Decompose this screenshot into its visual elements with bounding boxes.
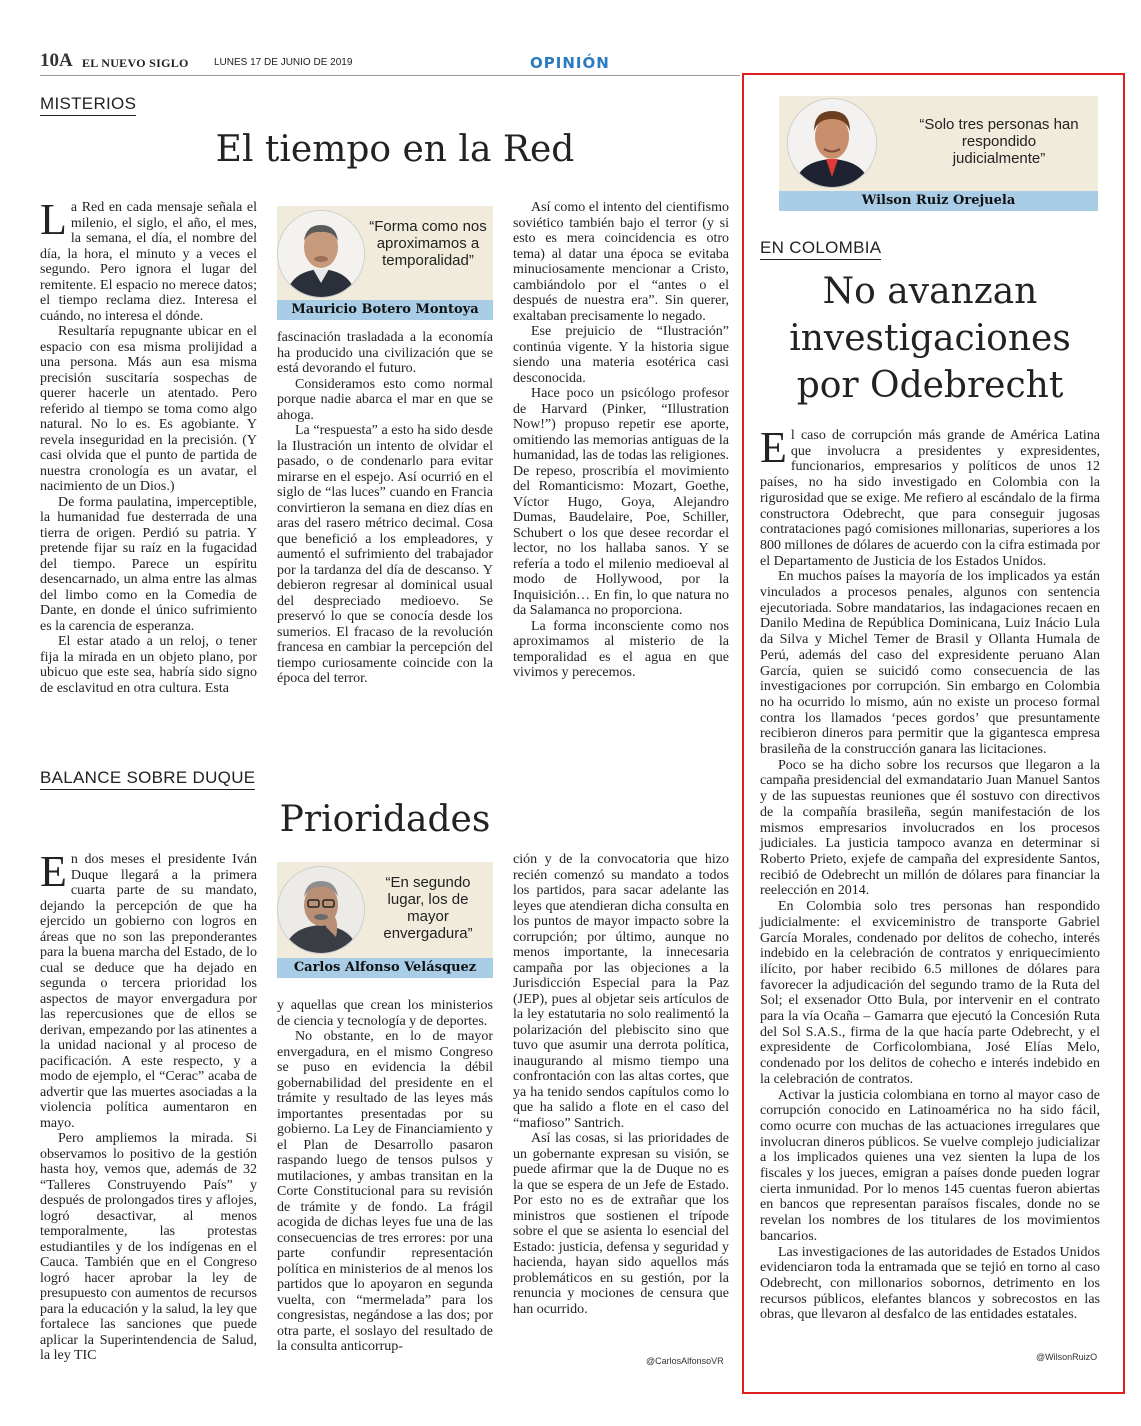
author-portrait	[787, 98, 877, 188]
pull-quote: “En segundo lugar, los de mayor envergadura”	[383, 874, 473, 942]
article3-paragraph: Activar la justicia colombiana en torno al mayor caso de corrupción conocido en Latinoamérica no ha sido fácil, como ocurre con muchas de las actuaciones irregulares que involucran dineros públicos. Se vuelve complejo judicializar a los implicados quienes una vez sienten la lupa de los fiscales y los jueces, emigran a países donde pueden lograr cierta inmunidad. Por lo menos 145 cuentas fueron abiertas en bancos que representan paraísos fiscales, donde no se revelan los nombres de los titulares de los movimientos bancarios.	[760, 1087, 1100, 1244]
dropcap: E	[760, 423, 787, 472]
article2-paragraph: ción y de la convocatoria que hizo recién comenzó su mandato a todos los partidos, para sacar adelante las leyes que atendieran dicha consulta en los puntos de mayor impacto sobre la corrupción; por último, aunque no menos importante, la innecesaria campaña por las objeciones a la Jurisdicción Especial para la Paz (JEP), pues al objetar seis artículos de la ley estatutaria no solo realimentó la polarización del plebiscito sino que tuvo que asumir una derrota política, inaugurando al mismo tiempo una confrontación con las altas cortes, que ya ha tenido sendos capítulos como lo que ha salido a flote en el caso del “mafioso” Santrich.	[513, 852, 729, 1131]
article2-column-2	[277, 998, 493, 1355]
article3-paragraph: Poco se ha dicho sobre los recursos que llegaron a la campaña presidencial del exmandatario Juan Manuel Santos y de las supuestas reuniones que él sostuvo con directivos de la compañía brasileña, según manifestación de los mismos empresarios involucrados en los procesos judiciales. La justicia tampoco avanza en determinar si Roberto Prieto, exjefe de campaña del expresidente Santos, recibió de Odebrecht un millón de dólares para financiar la reelección en 2014.	[760, 757, 1100, 899]
article2-paragraph: No obstante, en lo de mayor envergadura, en el mismo Congreso se puso en evidencia la débil gobernabilidad del presidente en el trámite y resultado de las leyes más importantes presentadas por su gobierno. La Ley de Financiamiento y el Plan de Desarrollo pasaron raspando luego de tensos pulsos y mutilaciones, y ambas transitan en la Corte Constitucional para su revisión de trámite y de fondo. La frágil acogida de dichas leyes fue una de las consecuencias de tres errores: por una parte confundir representación política en ministerios de al menos los partidos que lo apoyaron en segunda vuelta, con “mermelada” para los congresistas, negándose a las dos; por otra parte, el soslayo del resultado de la consulta anticorrup-	[277, 1029, 493, 1354]
article1-column-3	[513, 200, 729, 681]
article1-paragraph: De forma paulatina, imperceptible, la humanidad fue desterrada de una tierra de origen. Perdió su patria. Y pretende fijar su raíz en la fugacidad del tiempo. Parece un espíritu desencarnado, un alma entre las almas del limbo como en la Comedia de Dante, en donde el único sufrimiento es la carencia de esperanza.	[40, 494, 257, 634]
author-handle: @WilsonRuizO	[1036, 1352, 1098, 1362]
article3-body	[760, 423, 1100, 1323]
author-name: Mauricio Botero Montoya	[277, 300, 493, 320]
article3-title-line: investigaciones	[789, 318, 1071, 359]
section-name: OPINIÓN	[530, 54, 610, 72]
issue-date: LUNES 17 DE JUNIO DE 2019	[214, 57, 353, 68]
article1-paragraph: La Red en cada mensaje señala el milenio, el siglo, el año, el mes, la semana, el día, el nombre del día, la hora, el minuto y a veces el segundo. Pero ignora el lugar del remitente. El espacio no merece datos; el tiempo reclama diez. Interesa el cuándo, no interesa el dónde.	[40, 195, 257, 324]
article1-paragraph: El estar atado a un reloj, o tener fija la mirada en un objeto plano, por ubicuo que este sea, habría sido signo de esclavitud en otra cultura. Esta	[40, 634, 257, 696]
pull-quote: “Forma como nos aproximamos a temporalidad”	[369, 218, 487, 269]
article3-title-line: No avanzan	[822, 271, 1038, 312]
article1-quote-box	[277, 206, 493, 320]
article1-paragraph: Así como el intento del cientifismo soviético también bajo el terror (y si esto es mera coincidencia es otro tema) al datar una época se evitaba minuciosamente mencionar a Cristo, cambiándolo por el “antes o el después de nuestra era”. Sin querer, exaltaban precisamente lo negado.	[513, 200, 729, 324]
article1-section-tag: MISTERIOS	[40, 94, 136, 116]
page-number: 10A	[40, 50, 73, 71]
article1-paragraph: Resultaría repugnante ubicar en el espacio con esa misma prolijidad a una persona. Más aun esa misma precisión suscitaría sospechas de querer hacerle un atentado. Pero referido al tiempo se toma como algo natural. No lo es. Es agobiante. Y revela inseguridad en la precisión. (Y casi olvida que el punto de partida de nuestra cronología es un avatar, el nacimiento de un Dios.)	[40, 324, 257, 494]
dropcap: E	[40, 847, 67, 896]
paper-name: EL NUEVO SIGLO	[82, 56, 189, 70]
article1-title: El tiempo en la Red	[215, 129, 575, 170]
article1-paragraph: Hace poco un psicólogo profesor de Harvard (Pinker, “Illustration Now!”) propuso repetir ese aporte, omitiendo las memorias antiguas de la humanidad, las de todas las religiones. De repeso, proscribía el movimiento del Romanticismo: Mozart, Goethe, Víctor Hugo, Goya, Alejandro Dumas, Baudelaire, Poe, Schiller, Schubert o los que desee recordar el lector, no los hallaba sanos. Y se refería a todo el milenio medioeval al modo de Hollywood, por la Inquisición… En fin, lo que natura no da Salamanca no proporciona.	[513, 386, 729, 618]
article2-paragraph: y aquellas que crean los ministerios de ciencia y tecnología y de deportes.	[277, 998, 493, 1029]
article3-paragraph: Las investigaciones de las autoridades de Estados Unidos evidenciaron toda la entramada que se tejió en torno al caso Odebrecht, con millonarios sobornos, detrimento en los recursos públicos, elefantes blancos y sobrecostos en las obras, que llevaron al desfalco de las entidades estatales.	[760, 1244, 1100, 1323]
article2-paragraph: Pero ampliemos la mirada. Si observamos lo positivo de la gestión hasta hoy, vemos que, además de 32 “Talleres Construyendo País” y después de prolongados tires y aflojes, logró desactivar, al menos temporalmente, las protestas estudiantiles y de los indígenas en el Cauca. También que en el Congreso logró hacer aprobar la ley de presupuesto con aumentos de recursos para la educación y la salud, la ley que fortalece las sanciones que puede aplicar la Superintendencia de Salud, la ley TIC	[40, 1131, 257, 1363]
article2-title: Prioridades	[279, 799, 491, 840]
article2-paragraph: Así las cosas, si las prioridades de un gobernante expresan su visión, se puede afirmar que la de Duque no es la que se espera de un Jefe de Estado. Por esto no es de extrañar que los ministros que sostienen el trípode sobre el que se asienta lo esencial del Estado: justicia, defensa y seguridad y hacienda, hayan sido aquellos más problemáticos en su gestión, por la renuncia y mociones de censura que han ocurrido.	[513, 1131, 729, 1317]
author-name: Carlos Alfonso Velásquez	[277, 958, 493, 978]
article2-column-3	[513, 852, 729, 1317]
article1-paragraph: La forma inconsciente como nos aproximamos al misterio de la temporalidad es el agua en que vivimos y perecemos.	[513, 618, 729, 680]
article3-paragraph: El caso de corrupción más grande de América Latina que involucra a presidentes y expresidentes, funcionarios, empresarios y políticos de unos 12 países, no ha sido investigado en Colombia con la rigurosidad que se exige. Me refiero al escándalo de la firma constructora Odebrecht, que para conseguir jugosas contrataciones pagó comisiones millonarias, superiores a los 800 millones de dólares de acuerdo con la cifra estimada por el Departamento de Justicia de los Estados Unidos.	[760, 423, 1100, 569]
portrait-image	[278, 211, 364, 297]
author-portrait	[277, 210, 365, 298]
article2-column-1	[40, 847, 257, 1364]
article1-paragraph: fascinación trasladada a la economía ha producido una civilización que se está devorando el futuro.	[277, 330, 493, 376]
article1-paragraph: La “respuesta” a esto ha sido desde la Ilustración un intento de olvidar el pasado, o de condenarlo para evitar mirarse en el espejo. Así ocurrió en el siglo de “las luces” cuando en Francia convirtieron la semana en diez días en aras del rasero métrico decimal. Cosa que benefició a los empleadores, y aumentó el sufrimiento del trabajador por la tardanza del día de descanso. Y debieron regresar al dominical usual del despreciado medioevo. Se preservó lo que se conocía desde los sumerios. El fracaso de la revolución francesa en cambiar la percepción del tiempo curiosamente coincide con la época del terror.	[277, 423, 493, 686]
article2-paragraph: En dos meses el presidente Iván Duque llegará a la primera cuarta parte de su mandato, dejando la percepción de que ha ejercido un gobierno con logros en áreas que no son las preponderantes para la buena marcha del Estado, de lo cual se deduce que ha dejado en segunda o tercera prioridad los aspectos de mayor envergadura por las repercusiones que de ellos se derivan, empezando por las atinentes a la unidad nacional y al proceso de pacificación. A este respecto, y a modo de ejemplo, el “Cerac” acaba de advertir que las muertes asociadas a la violencia política aumentaron en mayo.	[40, 847, 257, 1131]
article1-paragraph: Ese prejuicio de “Ilustración” continúa vigente. Y la historia sigue siendo una materia esotérica casi desconocida.	[513, 324, 729, 386]
article2-quote-box	[277, 862, 493, 978]
masthead-rule	[40, 75, 740, 76]
author-name: Wilson Ruiz Orejuela	[779, 191, 1098, 211]
article1-paragraph: Consideramos esto como normal porque nadie abarca el mar en que se ahoga.	[277, 376, 493, 423]
article3-paragraph: En muchos países la mayoría de los implicados ya están vinculados a procesos penales, algunos con sentencia ejecutoriada. Sobre mandatarios, las indagaciones recaen en Danilo Medina de República Dominicana, Luiz Inácio Lula da Silva y Michel Temer de Brasil y Ollanta Humala de Perú, además del caso del expresidente peruano Alan García, quien se suicidó como consecuencia de las investigaciones por corrupción. Sin embargo en Colombia no ha ocurrido lo mismo, aún no existe un proceso formal contra los llamados ‘peces gordos’ que presuntamente recibieron dineros para permitir que la gigantesca empresa brasileña de la construcción ganara las licitaciones.	[760, 569, 1100, 758]
article2-section-tag: BALANCE SOBRE DUQUE	[40, 768, 255, 790]
article3-title-line: por Odebrecht	[796, 365, 1064, 406]
article3-title	[760, 268, 1100, 409]
portrait-image	[278, 867, 364, 953]
dropcap: L	[40, 195, 67, 244]
article3-quote-box	[779, 96, 1098, 211]
article1-column-2	[277, 330, 493, 687]
article3-section-tag: EN COLOMBIA	[760, 238, 881, 260]
article1-column-1	[40, 195, 257, 696]
portrait-image	[788, 99, 876, 187]
article3-paragraph: En Colombia solo tres personas han respondido judicialmente: el exviceministro de transporte Gabriel García Morales, condenado por delitos de cohecho, interés indebido en la celebración de contratos y enriquecimiento ilícito, por haber recibido 6.5 millones de dólares para favorecer la adjudicación del segundo tramo de la Ruta del Sol; el exsenador Otto Bula, por intervenir en el contrato para la vía Ocaña – Gamarra que ejecutó la Concesión Ruta del Sol S.A.S., firma de la que hacía parte Odebrecht, y el expresidente de Corficolombiana, José Elías Melo, condenado por los delitos de cohecho e interés indebido en la celebración de contratos.	[760, 899, 1100, 1087]
author-portrait	[277, 866, 365, 954]
pull-quote: “Solo tres personas han respondido judicialmente”	[919, 116, 1079, 167]
author-handle: @CarlosAlfonsoVR	[646, 1356, 724, 1366]
